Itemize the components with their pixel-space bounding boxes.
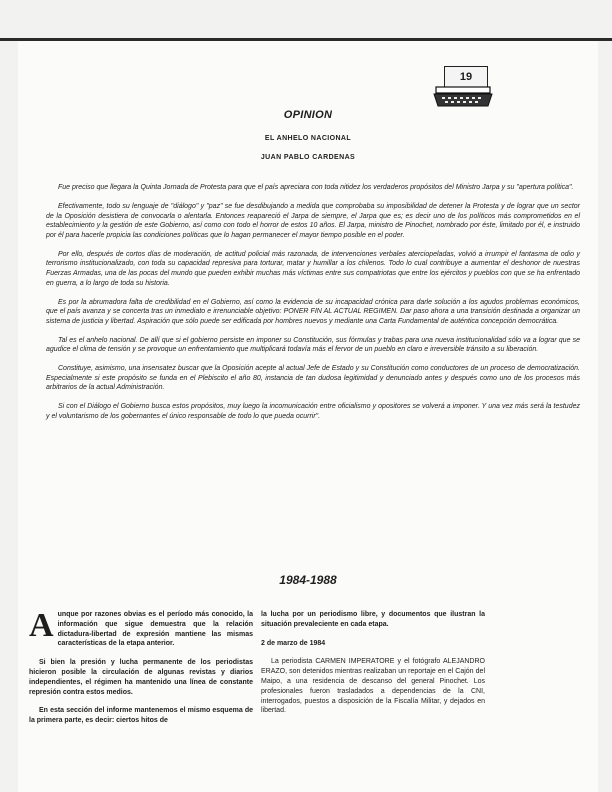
paragraph: la lucha por un periodismo libre, y documentos que ilustran la situación prevaleciente en cada etapa.	[261, 611, 485, 628]
right-column	[261, 610, 485, 725]
author-name: JUAN PABLO CARDENAS	[260, 154, 356, 161]
paragraph: En esta sección del informe mantenemos el mismo esquema de la primera parte, es decir: ciertos hitos de	[29, 707, 253, 725]
editorial-body	[46, 183, 580, 431]
drop-cap: A	[29, 607, 54, 644]
article-title: EL ANHELO NACIONAL	[264, 135, 352, 142]
document-page	[18, 41, 598, 792]
years-heading: 1984-1988	[279, 573, 337, 587]
paragraph: Fue preciso que llegara la Quinta Jornada de Protesta para que el país apreciara con toda nitidez los verdaderos propósitos del Ministro Jarpa y su "apertura política".	[58, 184, 574, 191]
paragraph: Efectivamente, todo su lenguaje de "diálogo" y "paz" se fue desdibujando a medida que comprobaba su imposibilidad de detener la Protesta y de lograr que un sector de la Oposición desistiera de convocarla o alentarla. Entonces reapareció el Jarpa de siempre, el Jarpa que es; es decir uno de los políticos más comprometidos en el establecimiento y la gestión de este Gobierno, así como con todo el horror de estos 10 años. El Jarpa, ministro de Pinochet, nombrado por éste, limitado por él, e instruido por él para hacerle propicia las condiciones políticas que lo hagan permanecer el mayor tiempo posible en el poder.	[46, 202, 580, 239]
intro-paragraph	[29, 607, 253, 649]
typewriter-icon	[432, 85, 494, 107]
paragraph: Constituye, asimismo, una insensatez buscar que la Oposición acepte al actual Jefe de Estado y su Constitución como conductores de un proceso de democratización. Especialmente si este propósito se funda en el Plebiscito el año 80, instancia de tan dudosa legitimidad y denunciado antes y después como uno de los procesos más arbitrarios de la actual Administración.	[46, 365, 580, 392]
left-column	[29, 607, 253, 735]
intro-text: unque por razones obvias es el período más conocido, la información que sigue demuestra que la relación dictadura-libertad de expresión mantiene las mismas características de la etapa anterior.	[57, 611, 253, 648]
page-number: 19	[444, 66, 488, 88]
paragraph: Tal es el anhelo nacional. De allí que si el gobierno persiste en imponer su Constitución, sus fórmulas y trabas para una nueva institucionalidad sólo va a lograr que se agudice el clima de tensión y se provoque un enfrentamiento que multiplicará todavía más el fervor de un pueblo en claro e irreversible tránsito a su liberación.	[46, 336, 580, 354]
paragraph: Por ello, después de cortos días de moderación, de actitud policial más razonada, de intervenciones verbales aterciopeladas, volvió a irrumpir el fantasma de odio y terrorismo institucionalizado, con toda su capacidad represiva para torturar, matar y humillar a los chilenos. Todo lo cual contribuye a aumentar el deshonor de nuestras Fuerzas Armadas, una de las pocas del mundo que pueden exhibir muchas más víctimas entre sus compatriotas que entre los ejércitos y pueblos con que se ha enfrentado en guerra, a lo largo de toda su historia.	[46, 250, 580, 287]
paragraph: La periodista CARMEN IMPERATORE y el fotógrafo ALEJANDRO ERAZO, son detenidos mientras realizaban un reportaje en el Cajón del Maipo, a una residencia de descanso del general Pinochet. Los profesionales fueron trasladados a dependencias de la CNI, interrogados, puestos a disposición de la Fiscalía Militar, y dejados en libertad.	[261, 658, 485, 715]
paragraph: Es por la abrumadora falta de credibilidad en el Gobierno, así como la evidencia de su incapacidad crónica para darle solución a los agudos problemas económicos, que el país avanza y se concerta tras un inmediato e irrenunciable objetivo: PONER FIN AL ACTUAL REGIMEN. Dar paso ahora a una transición destinada a organizar un sistema de justicia y libertad. Aspiración que sólo puede ser edificada por hombres nuevos y mediante una Carta Fundamental de auténtica concepción democrática.	[46, 298, 580, 325]
date-heading: 2 de marzo de 1984	[261, 639, 326, 647]
paragraph: Si con el Diálogo el Gobierno busca estos propósitos, muy luego la incomunicación entre oficialismo y opositores se volverá a imponer. Y una vez más será la testudez y el voluntarismo de los gobernantes el único responsable de todo lo que pueda ocurrir".	[46, 403, 580, 421]
section-title: OPINION	[283, 109, 333, 121]
paragraph: Si bien la presión y lucha permanente de los periodistas hicieron posible la circulación de algunas revistas y diarios independientes, el régimen ha mantenido una línea de constante represión contra estos medios.	[29, 659, 253, 696]
